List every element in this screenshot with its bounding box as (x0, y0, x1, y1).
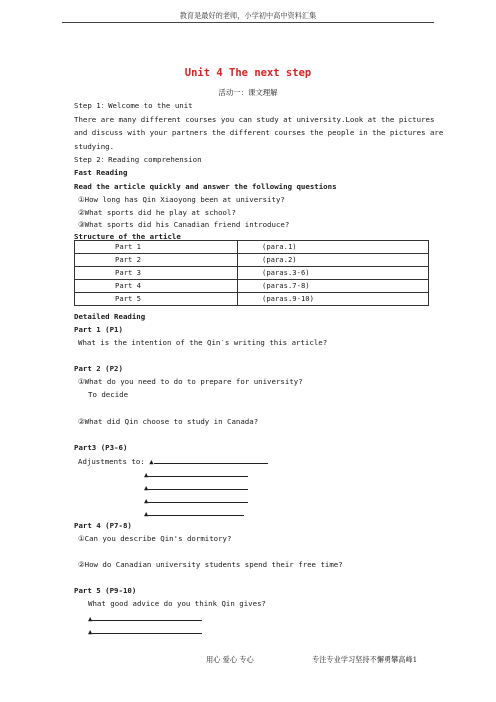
part3-blank-line-2 (144, 469, 248, 479)
structure-heading: Structure of the article (74, 232, 181, 241)
part5-heading: Part 5 (P9-10) (74, 586, 137, 595)
part5-blank-line-1 (88, 613, 202, 623)
answer-blank[interactable] (92, 626, 202, 634)
paras-cell: (paras.3-6) (238, 267, 429, 280)
answer-blank[interactable] (92, 613, 202, 621)
table-row (75, 241, 429, 254)
part2-heading: Part 2 (P2) (74, 364, 123, 373)
part4-question-2: ②How do Canadian university students spend their free time? (78, 560, 343, 569)
step1-heading: Step 1：Welcome to the unit (74, 101, 193, 110)
fast-reading-instruction: Read the article quickly and answer the following questions (74, 182, 337, 191)
answer-blank[interactable] (154, 456, 268, 464)
part-cell: Part 3 (75, 267, 238, 280)
paras-cell: (para.2) (238, 254, 429, 267)
step1-body-line-2: and discuss with your partners the different courses the people in the pictures are (74, 128, 444, 137)
fast-reading-question-3: ③What sports did his Canadian friend introduce? (78, 220, 290, 229)
fast-reading-question-1: ①How long has Qin Xiaoyong been at university? (78, 195, 285, 204)
part3-adjustments-line (78, 456, 268, 466)
part-cell: Part 4 (75, 280, 238, 293)
part1-question: What is the intention of the Qin′s writing this article? (78, 338, 328, 347)
step2-heading: Step 2：Reading comprehension (74, 155, 202, 164)
triangle-marker-icon: ▲ (88, 627, 93, 636)
footer-right: 专注专业学习坚持不懈勇攀高峰1 (312, 655, 418, 664)
table-row (75, 267, 429, 280)
triangle-marker-icon: ▲ (144, 509, 149, 518)
triangle-marker-icon: ▲ (144, 483, 149, 492)
answer-blank[interactable] (148, 495, 248, 503)
step1-body-line-3: studying. (74, 142, 115, 151)
answer-blank[interactable] (148, 469, 248, 477)
part2-answer-1: To decide (88, 390, 129, 399)
fast-reading-heading: Fast Reading (74, 168, 128, 177)
detailed-reading-heading: Detailed Reading (74, 312, 146, 321)
unit-title: Unit 4 The next step (184, 67, 312, 79)
footer-left: 用心 爱心 专心 (206, 655, 254, 664)
part-cell: Part 5 (75, 293, 238, 306)
table-row (75, 254, 429, 267)
header-divider (62, 22, 434, 23)
part2-question-2: ②What did Qin choose to study in Canada? (78, 417, 259, 426)
page-footer (0, 655, 496, 665)
activity-subtitle: 活动一：课文理解 (218, 88, 278, 97)
part3-label: Adjustments to: (78, 457, 150, 466)
triangle-marker-icon: ▲ (144, 470, 149, 479)
answer-blank[interactable] (148, 482, 248, 490)
table-row (75, 280, 429, 293)
paras-cell: (para.1) (238, 241, 429, 254)
answer-blank[interactable] (148, 508, 244, 516)
fast-reading-question-2: ②What sports did he play at school? (78, 208, 236, 217)
structure-table (74, 240, 429, 306)
part4-heading: Part 4 (P7-8) (74, 521, 132, 530)
part5-blank-line-2 (88, 626, 202, 636)
triangle-marker-icon: ▲ (88, 614, 93, 623)
part1-heading: Part 1 (P1) (74, 325, 123, 334)
part4-question-1: ①Can you describe Qin's dormitory? (78, 534, 232, 543)
paras-cell: (paras.7-8) (238, 280, 429, 293)
part3-heading: Part3 (P3-6) (74, 443, 128, 452)
part-cell: Part 2 (75, 254, 238, 267)
part-cell: Part 1 (75, 241, 238, 254)
page-header: 教育是最好的老师，小学初中高中资料汇集 (179, 11, 317, 20)
part2-question-1: ①What do you need to do to prepare for university? (78, 377, 303, 386)
triangle-marker-icon: ▲ (144, 496, 149, 505)
step1-body-line-1: There are many different courses you can study at university.Look at the pictures (74, 115, 435, 124)
part3-blank-line-5 (144, 508, 244, 518)
part3-blank-line-3 (144, 482, 248, 492)
triangle-marker-icon: ▲ (149, 457, 154, 466)
part5-question: What good advice do you think Qin gives? (88, 599, 266, 608)
paras-cell: (paras.9-10) (238, 293, 429, 306)
table-row (75, 293, 429, 306)
part3-blank-line-4 (144, 495, 248, 505)
